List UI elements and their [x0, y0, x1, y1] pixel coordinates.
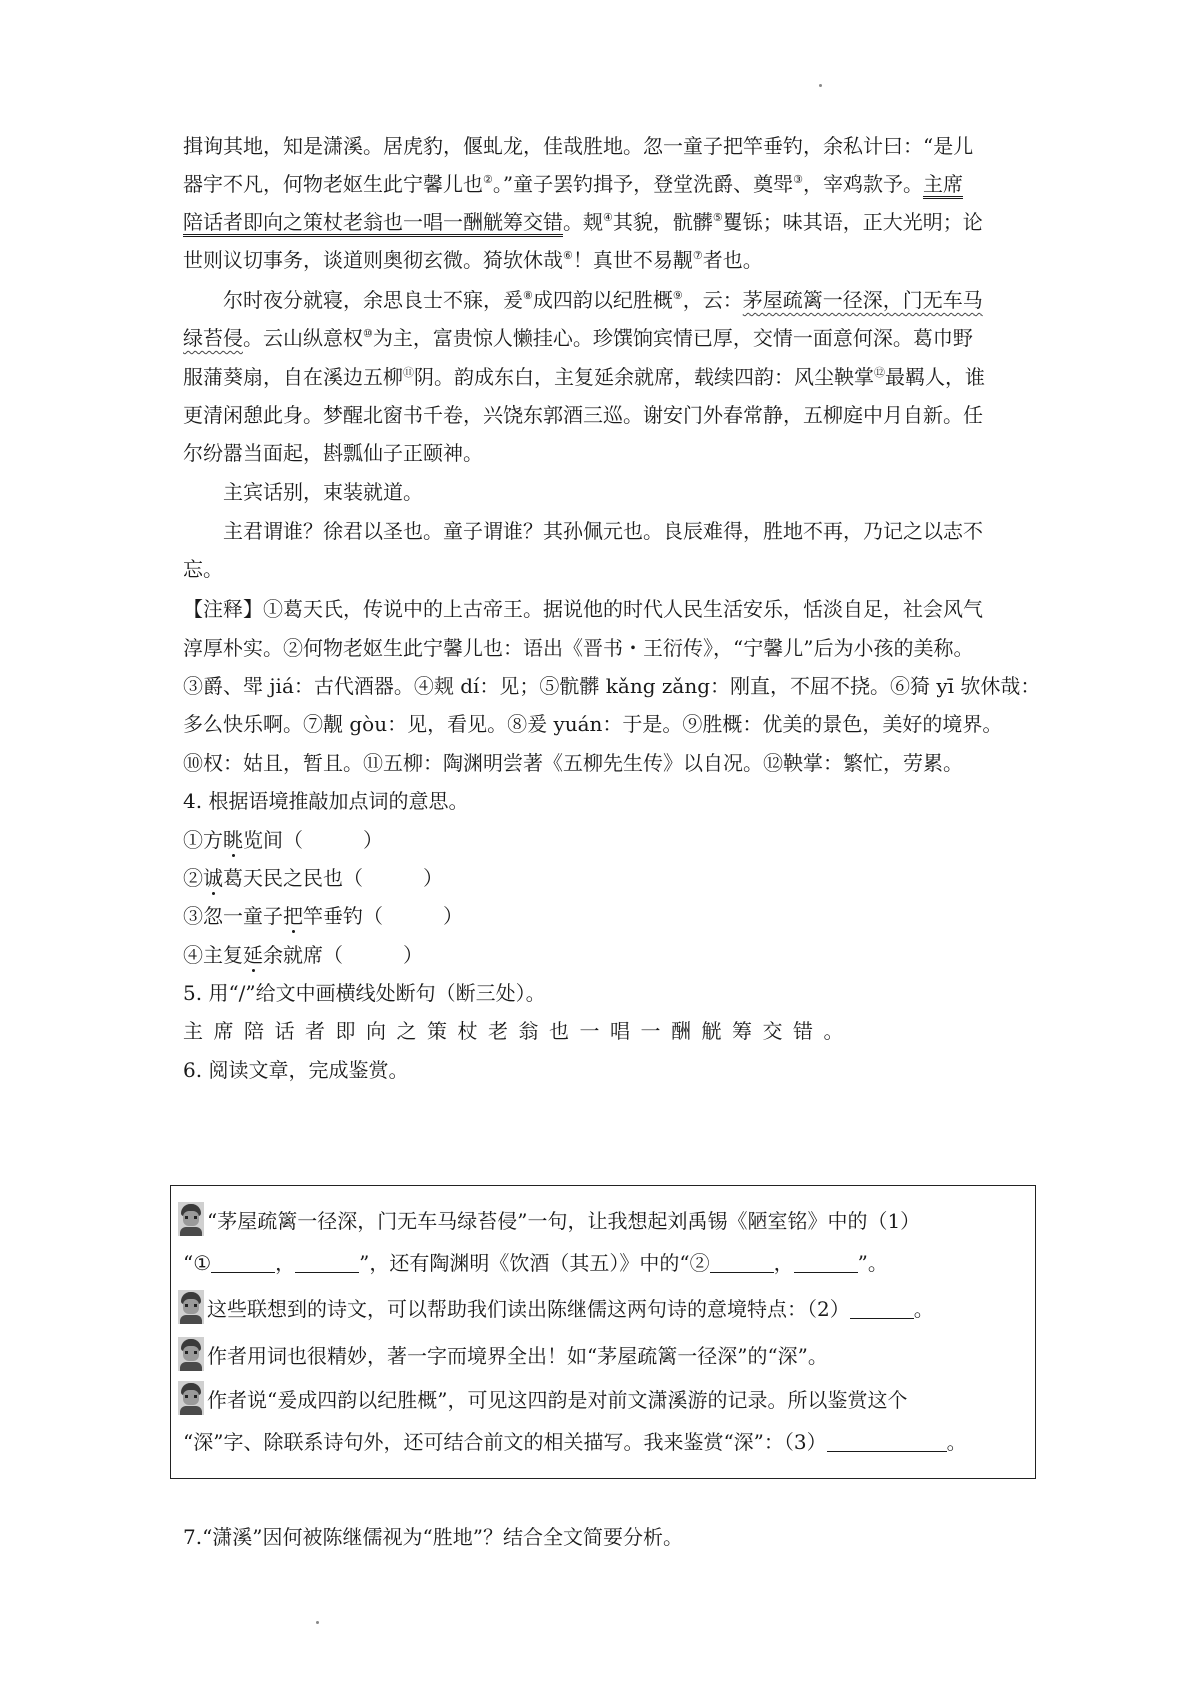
passage-line: 更清闲憩此身。梦醒北窗书千卷，兴饶东郭酒三巡。谢安门外春常静，五柳庭中月自新。任 [183, 403, 983, 427]
student-avatar-icon [178, 1337, 204, 1371]
question-4-item: ④主复延余就席（ ） [183, 943, 423, 967]
wavy-underlined-poem: 绿苔侵 [183, 326, 243, 350]
underlined-sentence: 陪话者即向之策杖老翁也一唱一酬觥筹交错 [183, 210, 563, 234]
question-4-item: ②诚葛天民之民也（ ） [183, 866, 443, 890]
question-4-item: ①方眺览间（ ） [183, 828, 383, 852]
question-4-item: ③忽一童子把竿垂钓（ ） [183, 904, 463, 928]
box-line: 作者用词也很精妙，著一字而境界全出！如“茅屋疏篱一径深”的“深”。 [178, 1337, 828, 1371]
passage-line: 绿苔侵。云山纵意权⑩为主，富贵惊人懒挂心。珍馔饷宾情已厚，交情一面意何深。葛巾野 [183, 326, 973, 350]
passage-line: 尔纷嚣当面起，斟瓢仙子正颐神。 [183, 441, 483, 465]
passage-line: 主宾话别，束装就道。 [223, 480, 423, 504]
notes-line: 【注释】①葛天氏，传说中的上古帝王。据说他的时代人民生活安乐，恬淡自足，社会风气 [183, 597, 983, 621]
dotted-char: 延 [243, 943, 263, 967]
passage-line: 揖询其地，知是潇溪。居虎豹，偃虬龙，佳哉胜地。忽一童子把竿垂钓，余私计曰：“是儿 [183, 134, 974, 158]
box-line: “茅屋疏篱一径深，门无车马绿苔侵”一句，让我想起刘禹锡《陋室铭》中的（1） [178, 1202, 920, 1236]
dotted-char: 眺 [223, 828, 243, 852]
notes-line: ③爵、斝 jiá：古代酒器。④觌 dí：见；⑤骯髒 kǎng zǎng：刚直，不屈不挠。⑥猗 yī 欤休哉： [183, 674, 1041, 698]
notes-line: ⑩权：姑且，暂且。⑪五柳：陶渊明尝著《五柳先生传》以自况。⑫鞅掌：繁忙，劳累。 [183, 751, 963, 775]
dotted-char: 诚 [203, 866, 223, 890]
passage-line: 服蒲葵扇，自在溪边五柳⑪阴。韵成东白，主复延余就席，载续四韵：风尘鞅掌⑫最羁人，谁 [183, 365, 985, 389]
question-5-text: 主席陪话者即向之策杖老翁也一唱一酬觥筹交错。 [183, 1019, 854, 1043]
passage-line: 器宇不凡，何物老妪生此宁馨儿也②。”童子罢钓揖予，登堂洗爵、奠斝③，宰鸡款予。主席 [183, 172, 963, 196]
passage-line: 忘。 [183, 557, 223, 581]
dotted-char: 把 [283, 904, 303, 928]
page-mark [316, 1621, 319, 1624]
page-mark [819, 84, 822, 87]
passage-line: 世则议切事务，谈道则奥彻玄微。猗欤休哉⑥！真世不易觏⑦者也。 [183, 248, 763, 272]
underlined-sentence: 主席 [922, 172, 963, 196]
answer-blank[interactable] [211, 1252, 275, 1273]
box-line: 作者说“爰成四韵以纪胜概”，可见这四韵是对前文潇溪游的记录。所以鉴赏这个 [178, 1381, 907, 1415]
wavy-underlined-poem: 茅屋疏篱一径深，门无车马 [742, 288, 983, 312]
question-5-title: 5. 用“/”给文中画横线处断句（断三处）。 [183, 981, 546, 1005]
question-7-title: 7.“潇溪”因何被陈继儒视为“胜地”？结合全文简要分析。 [183, 1525, 683, 1549]
student-avatar-icon [178, 1290, 204, 1324]
notes-line: 多么快乐啊。⑦觏 gòu：见，看见。⑧爰 yuán：于是。⑨胜概：优美的景色，美好的境界。 [183, 712, 1003, 736]
answer-blank[interactable] [827, 1431, 947, 1452]
student-avatar-icon [178, 1202, 204, 1236]
box-line: 这些联想到的诗文，可以帮助我们读出陈继儒这两句诗的意境特点：（2） 。 [178, 1290, 934, 1324]
box-line: “深”字、除联系诗句外，还可结合前文的相关描写。我来鉴赏“深”：（3） 。 [183, 1430, 967, 1454]
answer-blank[interactable] [850, 1298, 914, 1319]
answer-blank[interactable] [794, 1252, 858, 1273]
passage-line: 尔时夜分就寝，余思良士不寐，爰⑧成四韵以纪胜概⑨，云：茅屋疏篱一径深，门无车马 [223, 288, 983, 312]
passage-line: 主君谓谁？徐君以圣也。童子谓谁？其孙佩元也。良辰难得，胜地不再，乃记之以志不 [223, 519, 983, 543]
notes-line: 淳厚朴实。②何物老妪生此宁馨儿也：语出《晋书・王衍传》，“宁馨儿”后为小孩的美称。 [183, 636, 974, 660]
answer-blank[interactable] [295, 1252, 359, 1273]
passage-line: 陪话者即向之策杖老翁也一唱一酬觥筹交错。觌④其貌，骯髒⑤矍铄；味其语，正大光明；论 [183, 210, 983, 234]
question-4-title: 4. 根据语境推敲加点词的意思。 [183, 789, 469, 813]
box-line: “① ， ”，还有陶渊明《饮酒（其五）》中的“② ， ”。 [183, 1251, 888, 1275]
student-avatar-icon [178, 1381, 204, 1415]
answer-blank[interactable] [710, 1252, 774, 1273]
question-6-title: 6. 阅读文章，完成鉴赏。 [183, 1058, 409, 1082]
